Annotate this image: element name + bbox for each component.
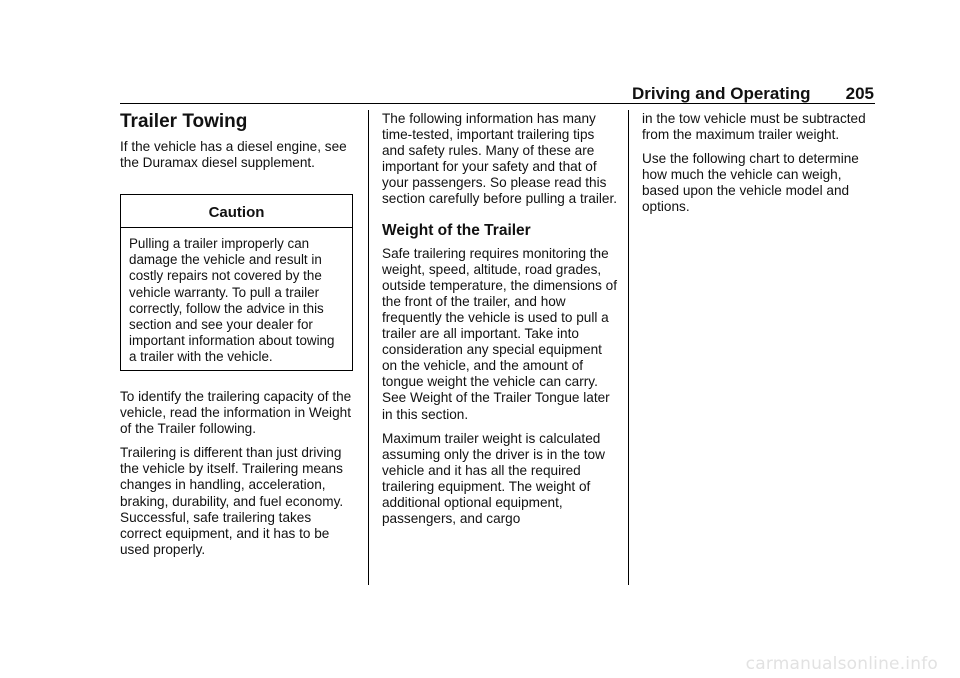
section-title: Driving and Operating — [632, 84, 811, 103]
watermark: carmanualsonline.info — [745, 654, 938, 674]
column-divider-1 — [368, 110, 369, 585]
caution-title: Caution — [121, 195, 352, 228]
column-3 — [642, 111, 878, 224]
caution-body: Pulling a trailer improperly can damage the vehicle and result in costly repairs not covered by the vehicle warranty. To pull a trailer correctly, follow the advice in this section and see your dealer for important information about towing a trailer with the vehicle. — [129, 236, 335, 365]
intro-paragraph: If the vehicle has a diesel engine, see the Duramax diesel supplement. — [120, 139, 347, 171]
column-1-lower — [120, 389, 354, 566]
info-paragraph: The following information has many time-tested, important trailering tips and safety rules. Many of these are important for your safety and that of your passengers. So please read this section carefully before pulling a trailer. — [382, 111, 617, 207]
weight-of-trailer-heading: Weight of the Trailer — [382, 221, 531, 239]
safe-trailering-paragraph: Safe trailering requires monitoring the weight, speed, altitude, road grades, outside temperature, the dimensions of the front of the trailer, and how frequently the vehicle is used to pull a trailer are all important. Take into consideration any special equipment on the vehicle, and the amount of tongue weight the vehicle can carry. See Weight of the Trailer Tongue later in this section. — [382, 245, 618, 422]
trailering-paragraph: Trailering is different than just driving the vehicle by itself. Trailering means changes in handling, acceleration, braking, durability, and fuel economy. Successful, safe trailering takes correct equipment, and it has to be used properly. — [120, 445, 344, 557]
column-2 — [382, 111, 618, 535]
column-1 — [120, 111, 356, 179]
page-number: 205 — [845, 84, 874, 103]
capacity-paragraph: To identify the trailering capacity of the vehicle, read the information in Weight of the Trailer following. — [120, 389, 352, 437]
header-rule — [120, 103, 875, 104]
chart-paragraph: Use the following chart to determine how much the vehicle can weigh, based upon the vehicle model and options. — [642, 151, 859, 215]
subtract-paragraph: in the tow vehicle must be subtracted from the maximum trailer weight. — [642, 111, 866, 143]
page-title: Trailer Towing — [120, 111, 248, 132]
page-header — [632, 84, 874, 104]
caution-box — [120, 194, 353, 371]
maximum-weight-paragraph: Maximum trailer weight is calculated assuming only the driver is in the tow vehicle and it has all the required trailering equipment. The weight of additional optional equipment, passengers, and cargo — [382, 430, 605, 527]
column-divider-2 — [628, 110, 629, 585]
